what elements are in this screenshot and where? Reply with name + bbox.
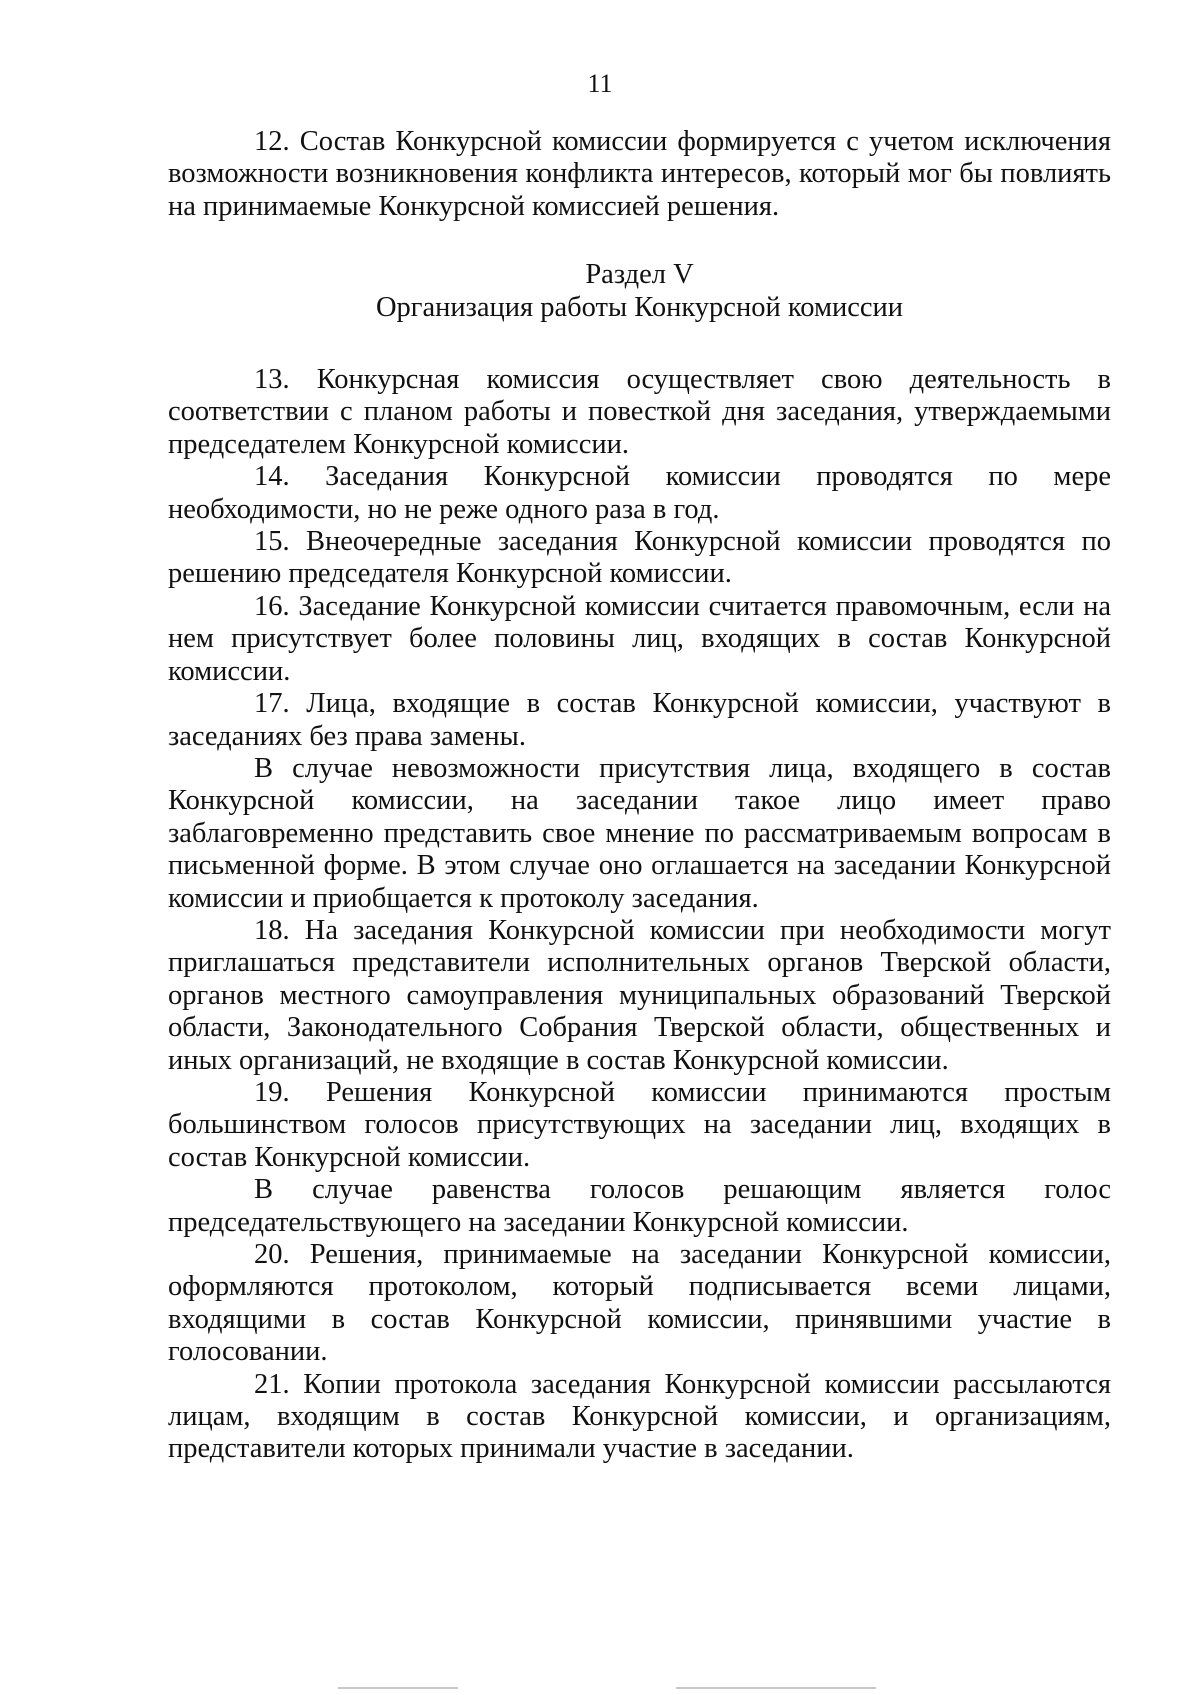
document-body (168, 126, 1111, 1466)
scan-artifact (676, 1687, 876, 1689)
scan-artifact (338, 1687, 458, 1689)
paragraph-21: 21. Копии протокола заседания Конкурсной комиссии рассылаются лицам, входящим в состав Конкурсной комиссии, и организациям, представители которых принимали участие в заседании. (168, 1368, 1111, 1465)
paragraph-15: 15. Внеочередные заседания Конкурсной комиссии проводятся по решению председателя Конкурсной комиссии. (168, 526, 1111, 590)
paragraph-19-continued: В случае равенства голосов решающим является голос председательствующего на заседании Конкурсной комиссии. (168, 1174, 1111, 1238)
paragraph-14: 14. Заседания Конкурсной комиссии проводятся по мере необходимости, но не реже одного раза в год. (168, 461, 1111, 525)
paragraph-12: 12. Состав Конкурсной комиссии формируется с учетом исключения возможности возникновения конфликта интересов, который мог бы повлиять на принимаемые Конкурсной комиссией решения. (168, 126, 1111, 222)
page-number: 11 (587, 69, 613, 98)
section-heading (168, 259, 1111, 324)
section-title: Организация работы Конкурсной комиссии (375, 291, 904, 323)
paragraph-16: 16. Заседание Конкурсной комиссии считается правомочным, если на нем присутствует более половины лиц, входящих в состав Конкурсной комиссии. (168, 590, 1111, 687)
paragraph-20: 20. Решения, принимаемые на заседании Конкурсной комиссии, оформляются протоколом, который подписывается всеми лицами, входящими в состав Конкурсной комиссии, принявшими участие в голосовании. (168, 1239, 1111, 1368)
paragraph-19: 19. Решения Конкурсной комиссии принимаются простым большинством голосов присутствующих на заседании лиц, входящих в состав Конкурсной комиссии. (168, 1076, 1111, 1173)
section-spacer (168, 324, 1111, 364)
paragraph-17: 17. Лица, входящие в состав Конкурсной комиссии, участвуют в заседаниях без права замены. (168, 688, 1111, 752)
paragraph-17-continued: В случае невозможности присутствия лица, входящего в состав Конкурсной комиссии, на заседании такое лицо имеет право заблаговременно представить свое мнение по рассматриваемым вопросам в письменной форме. В этом случае оно оглашается на заседании Конкурсной комиссии и приобщается к протоколу заседания. (168, 752, 1111, 914)
paragraph-18: 18. На заседания Конкурсной комиссии при необходимости могут приглашаться представители исполнительных органов Тверской области, органов местного самоуправления муниципальных образований Тверской области, Законодательного Собрания Тверской области, общественных и иных организаций, не входящие в состав Конкурсной комиссии. (168, 914, 1111, 1076)
section-number: Раздел V (585, 259, 694, 291)
paragraph-13: 13. Конкурсная комиссия осуществляет свою деятельность в соответствии с планом работы и повесткой дня заседания, утверждаемыми председателем Конкурсной комиссии. (168, 364, 1111, 460)
